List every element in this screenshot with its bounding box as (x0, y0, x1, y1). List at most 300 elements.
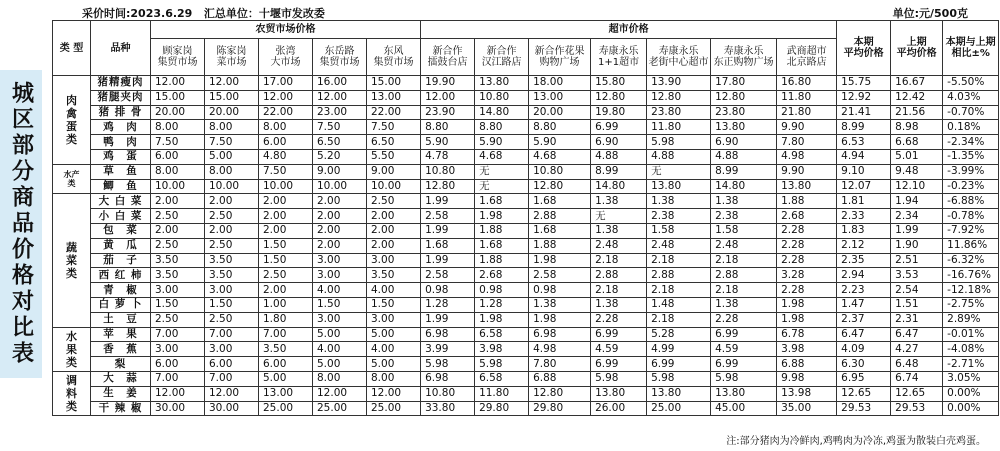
price-cell: 2.23 (837, 283, 891, 298)
price-cell: 13.00 (529, 90, 591, 105)
price-cell: 0.00% (943, 401, 999, 416)
col-header-current-avg: 本期 平均价格 (837, 21, 891, 76)
price-cell: 45.00 (711, 401, 777, 416)
price-cell: 3.00 (367, 312, 421, 327)
price-cell: 1.88 (529, 238, 591, 253)
price-cell: -1.35% (943, 149, 999, 164)
category-cell: 调 料 类 (53, 371, 91, 415)
price-cell: 3.00 (151, 283, 205, 298)
price-cell: 1.38 (647, 194, 711, 209)
price-cell: 0.18% (943, 120, 999, 135)
price-cell: 3.99 (421, 342, 475, 357)
price-cell: 6.58 (475, 327, 529, 342)
price-cell: 19.90 (421, 76, 475, 91)
price-cell: -7.92% (943, 223, 999, 238)
price-cell: 2.28 (591, 312, 647, 327)
price-cell: 6.99 (647, 357, 711, 372)
col-header-1: 顾家岗 集贸市场 (151, 39, 205, 76)
price-cell: 21.80 (777, 105, 837, 120)
price-cell: 7.00 (259, 327, 313, 342)
price-cell: 15.80 (591, 76, 647, 91)
item-name-cell: 土 豆 (91, 312, 151, 327)
price-cell: 7.00 (151, 371, 205, 386)
price-cell: 25.00 (259, 401, 313, 416)
price-cell: 4.09 (837, 342, 891, 357)
price-cell: 2.50 (367, 194, 421, 209)
col-header-9: 寿康永乐 1+1超市 (591, 39, 647, 76)
price-cell: 20.00 (151, 105, 205, 120)
price-cell: 1.99 (421, 253, 475, 268)
price-cell: 1.50 (313, 297, 367, 312)
price-cell: 2.68 (777, 209, 837, 224)
price-cell: 7.80 (529, 357, 591, 372)
price-cell: 4.80 (259, 149, 313, 164)
price-cell: 23.80 (711, 105, 777, 120)
price-cell: 无 (647, 164, 711, 179)
price-cell: 2.31 (891, 312, 943, 327)
price-cell: 6.98 (421, 371, 475, 386)
price-cell: 3.50 (205, 268, 259, 283)
price-cell: 6.78 (777, 327, 837, 342)
price-cell: 1.88 (777, 194, 837, 209)
price-cell: 5.00 (367, 357, 421, 372)
price-cell: 9.98 (777, 371, 837, 386)
price-cell: 35.00 (777, 401, 837, 416)
price-cell: -3.99% (943, 164, 999, 179)
price-cell: 9.00 (313, 164, 367, 179)
price-cell: 7.50 (313, 120, 367, 135)
price-cell: 3.50 (259, 342, 313, 357)
price-cell: 1.83 (837, 223, 891, 238)
col-header-3: 张湾 大市场 (259, 39, 313, 76)
summary-org: 汇总单位：十堰市发改委 (203, 7, 325, 20)
supermarket-group-header: 超市价格 (421, 21, 837, 39)
price-cell: 1.99 (891, 223, 943, 238)
price-cell: 4.00 (313, 342, 367, 357)
price-cell: 11.80 (777, 90, 837, 105)
table-row (53, 253, 999, 268)
table-row (53, 135, 999, 150)
price-cell: 2.00 (259, 194, 313, 209)
price-cell: 9.90 (777, 120, 837, 135)
price-cell: 2.58 (529, 268, 591, 283)
item-name-cell: 大 蒜 (91, 371, 151, 386)
price-cell: 8.00 (151, 120, 205, 135)
price-cell: 25.00 (647, 401, 711, 416)
price-cell: 8.00 (367, 371, 421, 386)
price-cell: 23.00 (313, 105, 367, 120)
price-cell: 6.99 (591, 357, 647, 372)
price-cell: 11.80 (647, 120, 711, 135)
type-header: 类 型 (53, 21, 91, 76)
price-cell: 1.98 (475, 209, 529, 224)
col-header-12: 武商超市 北京路店 (777, 39, 837, 76)
price-cell: 3.98 (475, 342, 529, 357)
price-cell: 10.00 (259, 179, 313, 194)
price-cell: 6.53 (837, 135, 891, 150)
price-cell: 1.98 (777, 312, 837, 327)
col-header-7: 新合作 汉江路店 (475, 39, 529, 76)
price-cell: 6.88 (777, 357, 837, 372)
sampling-date: 采价时间:2023.6.29 (82, 7, 193, 20)
price-cell: 29.80 (529, 401, 591, 416)
price-cell: 5.98 (647, 135, 711, 150)
price-cell: 2.00 (205, 223, 259, 238)
price-cell: 2.38 (711, 209, 777, 224)
item-name-cell: 苹 果 (91, 327, 151, 342)
price-cell: -0.23% (943, 179, 999, 194)
price-cell: 25.00 (313, 401, 367, 416)
price-cell: 1.47 (837, 297, 891, 312)
price-cell: 13.90 (647, 76, 711, 91)
price-cell: 3.50 (367, 268, 421, 283)
price-cell: 12.65 (837, 386, 891, 401)
price-cell: 20.00 (529, 105, 591, 120)
price-cell: 13.80 (711, 120, 777, 135)
price-cell: 2.50 (205, 312, 259, 327)
price-cell: 1.38 (711, 194, 777, 209)
col-header-2: 陈家岗 菜市场 (205, 39, 259, 76)
price-cell: 1.88 (475, 253, 529, 268)
price-cell: 2.50 (151, 209, 205, 224)
price-cell: 2.89% (943, 312, 999, 327)
price-cell: 2.12 (837, 238, 891, 253)
table-row (53, 209, 999, 224)
table-row (53, 76, 999, 91)
price-cell: 22.00 (259, 105, 313, 120)
price-cell: 12.80 (529, 179, 591, 194)
price-cell: 无 (475, 179, 529, 194)
col-header-11: 寿康永乐 东正购物广场 (711, 39, 777, 76)
price-cell: 3.00 (313, 253, 367, 268)
price-cell: 2.00 (313, 238, 367, 253)
price-cell: 13.00 (367, 90, 421, 105)
price-cell: 5.90 (529, 135, 591, 150)
price-cell: 无 (475, 164, 529, 179)
price-cell: 4.98 (777, 149, 837, 164)
price-cell: 4.94 (837, 149, 891, 164)
price-cell: 17.80 (711, 76, 777, 91)
price-cell: 18.00 (529, 76, 591, 91)
price-cell: 6.47 (891, 327, 943, 342)
price-cell: 1.80 (259, 312, 313, 327)
price-cell: 12.00 (313, 90, 367, 105)
price-cell: 2.51 (891, 253, 943, 268)
price-cell: 6.00 (205, 357, 259, 372)
price-cell: 1.94 (891, 194, 943, 209)
price-cell: 1.38 (711, 297, 777, 312)
price-cell: 9.48 (891, 164, 943, 179)
price-cell: 8.00 (205, 164, 259, 179)
price-cell: 14.80 (475, 105, 529, 120)
price-cell: 1.81 (837, 194, 891, 209)
price-cell: 12.00 (367, 386, 421, 401)
price-cell: 6.95 (837, 371, 891, 386)
price-cell: 7.50 (367, 120, 421, 135)
price-cell: 6.58 (475, 371, 529, 386)
price-cell: 3.00 (205, 342, 259, 357)
price-cell: 2.48 (591, 238, 647, 253)
price-cell: 1.58 (711, 223, 777, 238)
price-cell: 3.05% (943, 371, 999, 386)
category-cell: 蔬 菜 类 (53, 194, 91, 327)
price-cell: 13.00 (259, 386, 313, 401)
table-header (53, 21, 999, 76)
price-cell: 6.48 (891, 357, 943, 372)
price-cell: 2.00 (313, 209, 367, 224)
price-cell: 0.98 (529, 283, 591, 298)
table-body (53, 76, 999, 416)
price-cell: 25.00 (367, 401, 421, 416)
price-cell: 1.68 (529, 194, 591, 209)
item-name-cell: 猪腿夹肉 (91, 90, 151, 105)
price-cell: 29.80 (475, 401, 529, 416)
price-cell: 3.00 (205, 283, 259, 298)
price-cell: 8.99 (837, 120, 891, 135)
price-cell: 5.98 (421, 357, 475, 372)
price-cell: 3.00 (313, 312, 367, 327)
price-cell: 10.00 (205, 179, 259, 194)
col-header-4: 东岳路 集贸市场 (313, 39, 367, 76)
price-cell: 8.80 (421, 120, 475, 135)
price-cell: 0.98 (475, 283, 529, 298)
price-cell: 13.80 (711, 386, 777, 401)
price-cell: 2.28 (777, 253, 837, 268)
price-cell: -0.78% (943, 209, 999, 224)
price-cell: 12.80 (591, 90, 647, 105)
price-cell: 5.98 (591, 371, 647, 386)
item-name-cell: 梨 (91, 357, 151, 372)
price-cell: 1.98 (529, 253, 591, 268)
price-cell: 7.80 (777, 135, 837, 150)
price-cell: 13.80 (475, 76, 529, 91)
col-header-10: 寿康永乐 老街中心超市 (647, 39, 711, 76)
price-cell: 2.50 (151, 238, 205, 253)
price-cell: 2.28 (711, 312, 777, 327)
price-cell: 7.50 (151, 135, 205, 150)
price-cell: 5.50 (367, 149, 421, 164)
price-cell: 2.18 (711, 253, 777, 268)
price-cell: 2.28 (777, 238, 837, 253)
price-cell: 6.99 (591, 120, 647, 135)
price-cell: 3.98 (777, 342, 837, 357)
price-cell: 2.18 (647, 283, 711, 298)
price-cell: 12.00 (151, 76, 205, 91)
price-cell: -2.71% (943, 357, 999, 372)
price-cell: 2.48 (711, 238, 777, 253)
price-cell: 6.30 (837, 357, 891, 372)
price-cell: 2.38 (647, 209, 711, 224)
price-cell: 3.53 (891, 268, 943, 283)
price-cell: 6.00 (259, 357, 313, 372)
table-row (53, 149, 999, 164)
price-cell: 2.33 (837, 209, 891, 224)
price-cell: 2.88 (529, 209, 591, 224)
table-row (53, 105, 999, 120)
table-headline (52, 5, 998, 19)
price-cell: 4.59 (711, 342, 777, 357)
price-cell: 2.18 (647, 312, 711, 327)
price-cell: 12.65 (891, 386, 943, 401)
price-cell: 4.00 (313, 283, 367, 298)
item-name-cell: 鸡 肉 (91, 120, 151, 135)
price-cell: 3.28 (777, 268, 837, 283)
price-cell: 4.99 (647, 342, 711, 357)
price-cell: 6.00 (151, 357, 205, 372)
price-cell: 2.35 (837, 253, 891, 268)
item-name-cell: 鸡 蛋 (91, 149, 151, 164)
price-cell: 17.00 (259, 76, 313, 91)
price-cell: 4.27 (891, 342, 943, 357)
price-cell: 29.53 (891, 401, 943, 416)
price-cell: 11.86% (943, 238, 999, 253)
price-cell: 2.68 (475, 268, 529, 283)
price-cell: 6.00 (259, 135, 313, 150)
price-cell: 13.98 (777, 386, 837, 401)
price-cell: 13.80 (647, 179, 711, 194)
price-cell: 1.98 (529, 312, 591, 327)
price-cell: 15.00 (205, 90, 259, 105)
price-cell: 6.90 (591, 135, 647, 150)
price-cell: 1.48 (647, 297, 711, 312)
price-cell: 7.50 (259, 164, 313, 179)
table-row (53, 327, 999, 342)
price-cell: 12.00 (205, 76, 259, 91)
price-cell: 2.94 (837, 268, 891, 283)
price-cell: 15.75 (837, 76, 891, 91)
price-cell: 12.00 (205, 386, 259, 401)
item-name-cell: 鲫 鱼 (91, 179, 151, 194)
price-cell: 14.80 (711, 179, 777, 194)
price-cell: 15.00 (367, 76, 421, 91)
side-title: 城区部分商品价格对比表 (8, 81, 34, 367)
price-cell: 12.10 (891, 179, 943, 194)
price-cell: 2.88 (591, 268, 647, 283)
price-cell: 1.68 (421, 238, 475, 253)
price-cell: 7.00 (205, 327, 259, 342)
item-name-cell: 香 蕉 (91, 342, 151, 357)
price-cell: 13.80 (591, 386, 647, 401)
price-cell: 8.80 (529, 120, 591, 135)
name-header: 品种 (91, 21, 151, 76)
price-cell: 1.00 (259, 297, 313, 312)
price-cell: 33.80 (421, 401, 475, 416)
price-cell: 1.88 (475, 223, 529, 238)
price-cell: 2.50 (151, 312, 205, 327)
price-cell: 4.59 (591, 342, 647, 357)
table-row (53, 90, 999, 105)
price-cell: 1.50 (259, 253, 313, 268)
price-cell: 4.00 (367, 342, 421, 357)
price-cell: 12.00 (421, 90, 475, 105)
price-cell: 12.07 (837, 179, 891, 194)
price-cell: 12.42 (891, 90, 943, 105)
price-cell: 1.51 (891, 297, 943, 312)
price-cell: 2.00 (367, 209, 421, 224)
price-cell: 2.18 (591, 283, 647, 298)
price-cell: 2.00 (259, 223, 313, 238)
price-cell: 6.99 (591, 327, 647, 342)
price-cell: 4.88 (647, 149, 711, 164)
price-cell: 10.80 (421, 164, 475, 179)
price-cell: 6.90 (711, 135, 777, 150)
price-cell: 4.00 (367, 283, 421, 298)
price-cell: 2.34 (891, 209, 943, 224)
price-cell: 3.00 (151, 342, 205, 357)
item-name-cell: 茄 子 (91, 253, 151, 268)
price-cell: 2.00 (259, 283, 313, 298)
price-cell: 9.10 (837, 164, 891, 179)
price-cell: 12.80 (647, 90, 711, 105)
footnote: 注:部分猪肉为冷鲜肉,鸡鸭肉为冷冻,鸡蛋为散装白壳鸡蛋。 (726, 436, 986, 447)
price-cell: -0.70% (943, 105, 999, 120)
price-cell: 1.50 (205, 297, 259, 312)
item-name-cell: 草 鱼 (91, 164, 151, 179)
price-cell: 12.00 (151, 386, 205, 401)
price-cell: 1.38 (529, 297, 591, 312)
price-cell: 12.80 (711, 90, 777, 105)
price-cell: 8.98 (891, 120, 943, 135)
price-cell: 8.00 (313, 371, 367, 386)
price-cell: 8.00 (151, 164, 205, 179)
price-cell: -12.18% (943, 283, 999, 298)
price-cell: 5.00 (259, 371, 313, 386)
price-cell: 4.68 (475, 149, 529, 164)
price-cell: 2.18 (591, 253, 647, 268)
price-cell: 1.58 (647, 223, 711, 238)
table-row (53, 179, 999, 194)
price-cell: 7.00 (205, 371, 259, 386)
price-cell: 5.00 (313, 327, 367, 342)
price-cell: 5.90 (421, 135, 475, 150)
price-cell: 16.80 (777, 76, 837, 91)
price-cell: 3.50 (151, 268, 205, 283)
item-name-cell: 西 红 柿 (91, 268, 151, 283)
price-cell: 15.00 (151, 90, 205, 105)
table-row (53, 164, 999, 179)
price-cell: 4.03% (943, 90, 999, 105)
price-cell: 1.50 (259, 238, 313, 253)
price-cell: 10.80 (475, 90, 529, 105)
price-cell: -16.76% (943, 268, 999, 283)
price-cell: 6.00 (151, 149, 205, 164)
price-cell: 1.38 (591, 223, 647, 238)
col-header-previous-avg: 上期 平均价格 (891, 21, 943, 76)
price-cell: 1.98 (777, 297, 837, 312)
table-row (53, 120, 999, 135)
price-cell: 1.68 (475, 194, 529, 209)
price-cell: 30.00 (151, 401, 205, 416)
price-cell: 1.50 (151, 297, 205, 312)
price-cell: 6.99 (711, 357, 777, 372)
table-row (53, 268, 999, 283)
price-cell: 16.67 (891, 76, 943, 91)
price-cell: 12.80 (421, 179, 475, 194)
price-cell: 9.90 (777, 164, 837, 179)
price-cell: 4.88 (591, 149, 647, 164)
price-unit: 单位:元/500克 (892, 7, 968, 20)
price-cell: -6.88% (943, 194, 999, 209)
price-cell: 2.18 (711, 283, 777, 298)
price-cell: 5.98 (711, 371, 777, 386)
price-cell: 2.00 (367, 238, 421, 253)
price-cell: 3.50 (205, 253, 259, 268)
category-cell: 水 果 类 (53, 327, 91, 371)
price-cell: 1.98 (475, 312, 529, 327)
price-cell: 10.00 (367, 179, 421, 194)
price-cell: -2.75% (943, 297, 999, 312)
price-cell: 2.18 (647, 253, 711, 268)
